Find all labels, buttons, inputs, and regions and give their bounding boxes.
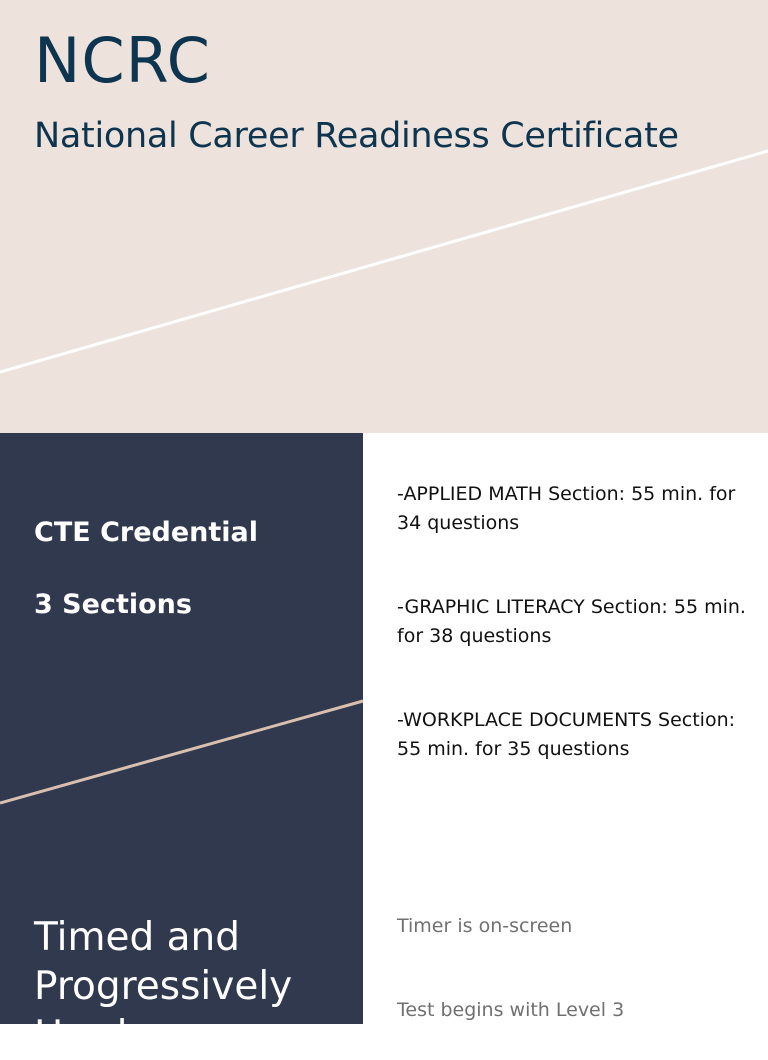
right-info-panel <box>363 433 768 1024</box>
section-item-graphic-literacy: -GRAPHIC LITERACY Section: 55 min. for 38 questions <box>397 596 746 647</box>
page-subtitle: National Career Readiness Certificate <box>34 116 679 156</box>
page-title: NCRC <box>34 24 211 97</box>
note-level: Test begins with Level 3 <box>397 999 625 1021</box>
hero-banner <box>0 0 768 433</box>
credential-label: CTE Credential <box>34 517 259 548</box>
left-info-panel <box>0 433 363 1058</box>
section-item-applied-math: -APPLIED MATH Section: 55 min. for 34 questions <box>397 483 736 534</box>
sections-count-label: 3 Sections <box>34 589 192 620</box>
section-item-workplace-documents: -WORKPLACE DOCUMENTS Section: 55 min. for 35 questions <box>397 709 736 760</box>
note-timer: Timer is on-screen <box>397 915 573 937</box>
timed-heading: Timed and Progressively Harder <box>34 915 293 1058</box>
